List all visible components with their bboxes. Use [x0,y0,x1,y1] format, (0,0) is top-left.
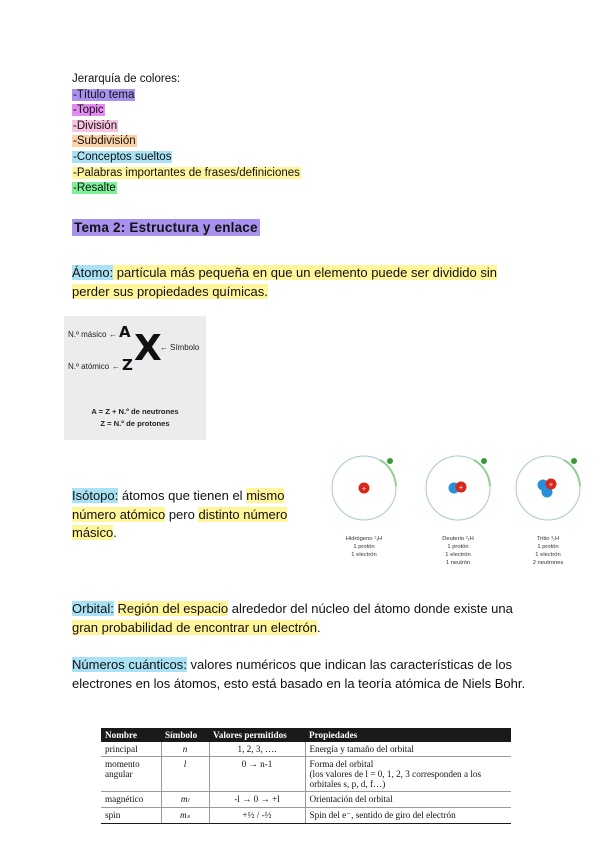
symbol-label: Símbolo [170,343,200,352]
isotope-line: 1 electrón [445,552,471,558]
isotopo-text-1: átomos que tienen el [118,488,247,503]
table-row [101,742,511,757]
quantum-numbers-table [101,728,511,824]
topic-title [72,220,260,235]
isotope-line: 2 neutrones [532,560,564,566]
letter-z: Z [122,356,133,374]
isotope-name: Deuterio ²₁H [442,536,474,542]
atomo-term: Átomo: [72,265,114,280]
isotope-name: Hidrógeno ¹₁H [345,536,383,542]
numeros-text: valores numéricos que indican las características de los electrones en los átomos, esto está basado en la teoría atómica de Niels Bohr. [72,657,526,691]
atomo-text: partícula más pequeña en que un elemento puede ser dividido sin perder sus propiedades químicas. [72,265,497,299]
legend-item-resalte: -Resalte [73,182,116,195]
cell-props: Energía y tamaño del orbital [305,742,511,757]
numeros-cuanticos-definition [72,656,534,693]
svg-text:+: + [361,485,367,493]
legend-item-titulo: -Título tema [73,88,135,101]
legend-item-division: -División [73,119,118,132]
legend-item-topic: -Topic [73,104,104,117]
atomic-notation-figure [64,316,206,440]
table-row [101,792,511,808]
arrow-icon: ← [160,343,168,352]
formula-protons: Z = N.º de protones [100,419,170,428]
isotope-line: 1 protón [353,544,375,550]
isotope-line: 1 neutrón [445,560,471,566]
cell-symbol: l [161,757,209,792]
cell-values: 0 → n-1 [209,757,305,792]
isotope-name: Tritio ³₁H [536,536,560,542]
cell-symbol: n [161,742,209,757]
orbital-text-3: . [317,619,321,635]
legend-item-palabras: -Palabras importantes de frases/definiciones [73,166,300,179]
deuterium-atom-icon [418,440,498,538]
table-header-valores: Valores permitidos [209,728,305,742]
isotopo-text-3: . [113,525,117,540]
cell-props-detail: (los valores de l = 0, 1, 2, 3 corresponden a los orbitales s, p, d, f…) [309,769,482,789]
letter-a: A [119,323,131,341]
isotopo-highlight-2: distinto número másico [72,506,288,540]
color-legend [72,72,301,197]
isotope-line: 1 electrón [535,552,561,558]
table-header-row [101,728,511,742]
cell-name: spin [101,808,161,824]
svg-text:+: + [458,484,464,492]
orbital-text-2: alrededor del núcleo del átomo donde existe una [228,601,513,616]
isotope-line: 1 electrón [351,552,377,558]
isotope-line: 1 protón [447,544,469,550]
atomic-number-label: N.º atómico [68,362,110,371]
cell-values: +½ / -½ [209,808,305,824]
isotopo-definition [72,487,312,543]
isotopo-highlight-1: mismo número atómico [72,488,285,522]
isotope-hidrogeno [324,440,404,558]
cell-props: Spin del e⁻, sentido de giro del electrón [305,808,511,824]
table-header-nombre: Nombre [101,728,161,742]
orbital-definition [72,600,542,637]
isotopo-term: Isótopo: [72,488,119,503]
orbital-highlight-2: gran probabilidad de encontrar un electrón [72,619,318,635]
letter-x: X [134,328,162,369]
numeros-term: Números cuánticos: [72,657,187,672]
table-row [101,757,511,792]
topic-title-text: Tema 2: Estructura y enlace [74,220,258,235]
orbital-text-1 [114,601,118,616]
cell-props-main: Forma del orbital [309,759,374,769]
legend-heading: Jerarquía de colores: [72,73,181,85]
orbital-term: Orbital: [72,601,114,616]
legend-item-conceptos: -Conceptos sueltos [73,150,172,163]
cell-values: -l → 0 → +l [209,792,305,808]
table-header-propiedades: Propiedades [305,728,511,742]
cell-symbol: mₗ [161,792,209,808]
table-row [101,808,511,824]
arrow-icon: ← [109,330,117,339]
svg-text:+: + [548,481,554,489]
cell-name: principal [101,742,161,757]
orbital-highlight-1: Región del espacio [117,601,229,616]
isotope-line: 1 protón [537,544,559,550]
legend-item-subdivision: -Subdivisión [73,135,136,148]
atomo-definition [72,264,532,301]
isotopo-text-2: pero [165,506,199,522]
table-header-simbolo: Símbolo [161,728,209,742]
tritium-atom-icon [508,440,588,538]
cell-props [305,757,511,792]
mass-number-label: N.º másico [68,330,107,339]
cell-name: magnético [101,792,161,808]
hydrogen-atom-icon [324,440,404,538]
cell-name: momento angular [101,757,161,792]
arrow-icon: ← [112,362,120,371]
cell-props: Orientación del orbital [305,792,511,808]
formula-mass: A = Z + N.º de neutrones [91,407,179,416]
isotope-tritio [508,440,588,566]
cell-values: 1, 2, 3, …. [209,742,305,757]
isotope-deuterio [418,440,498,566]
cell-symbol: mₛ [161,808,209,824]
